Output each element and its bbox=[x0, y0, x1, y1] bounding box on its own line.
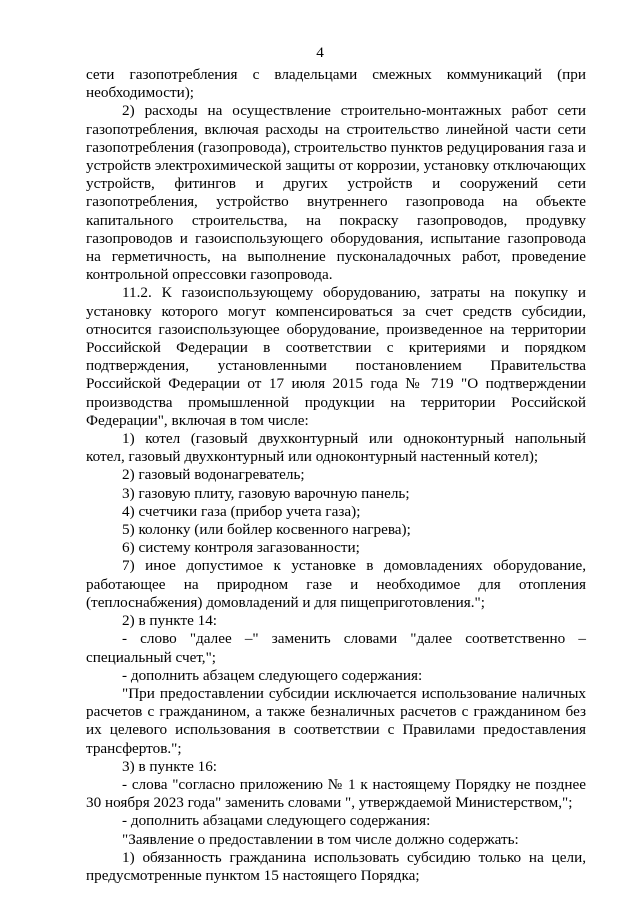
amendment-item: - дополнить абзацами следующего содержания: bbox=[122, 812, 431, 830]
quoted-paragraph: "Заявление о предоставлении в том числе должно содержать: bbox=[122, 830, 519, 848]
paragraph: сети газопотребления с владельцами смежных коммуникаций (при необходимости); bbox=[86, 66, 586, 102]
quoted-paragraph: "При предоставлении субсидии исключается использование наличных расчетов с гражданином, а также безналичных расчетов с гражданином без их целевого использования в соответствии с Правилами предоставления трансфертов."; bbox=[86, 684, 586, 757]
paragraph: 2) расходы на осуществление строительно-монтажных работ сети газопотребления, включая расходы на строительство линейной части сети газопотребления (газопровода), строительство пунктов редуцирования газа и устройств электрохимической защиты от коррозии, установку отключающих устройств, фитингов и других устройств и сооружений сети газопотребления, устройство внутреннего газопровода на объекте капитального строительства, на покраску газопроводов, продувку газопроводов и газоиспользующего оборудования, испытание газопровода на герметичность, на выполнение пусконаладочных работ, проведение контрольной опрессовки газопровода. bbox=[86, 102, 586, 284]
amendment-item: 2) в пункте 14: bbox=[122, 612, 218, 630]
page-number: 4 bbox=[316, 44, 324, 61]
document-body bbox=[86, 66, 586, 885]
amendment-item: - дополнить абзацем следующего содержания: bbox=[122, 666, 423, 684]
list-item: 4) счетчики газа (прибор учета газа); bbox=[122, 502, 361, 520]
list-item: 1) котел (газовый двухконтурный или одноконтурный напольный котел, газовый двухконтурный или одноконтурный настенный котел); bbox=[86, 430, 586, 466]
list-item: 3) газовую плиту, газовую варочную панель; bbox=[122, 484, 410, 502]
amendment-item: 3) в пункте 16: bbox=[122, 757, 218, 775]
amendment-item: - слова "согласно приложению № 1 к настоящему Порядку не позднее 30 ноября 2023 года" заменить словами ", утверждаемой Министерством,"; bbox=[86, 775, 586, 812]
amendment-item: - слово "далее –" заменить словами "далее соответственно – специальный счет,"; bbox=[86, 630, 586, 666]
list-item: 2) газовый водонагреватель; bbox=[122, 466, 305, 484]
list-item: 5) колонку (или бойлер косвенного нагрева); bbox=[122, 521, 411, 539]
list-item: 7) иное допустимое к установке в домовладениях оборудование, работающее на природном газе и необходимое для отопления (теплоснабжения) домовладений и для пищеприготовления."; bbox=[86, 557, 586, 611]
list-item: 6) систему контроля загазованности; bbox=[122, 539, 360, 557]
list-item: 1) обязанность гражданина использовать субсидию только на цели, предусмотренные пунктом 15 настоящего Порядка; bbox=[86, 848, 586, 884]
paragraph: 11.2. К газоиспользующему оборудованию, затраты на покупку и установку которого могут компенсироваться за счет средств субсидии, относится газоиспользующее оборудование, произведенное на территории Российской Федерации в соответствии с критериями и порядком подтверждения, установленными постановлением Правительства Российской Федерации от 17 июля 2015 года № 719 "О подтверждении производства промышленной продукции на территории Российской Федерации", включая в том числе: bbox=[86, 284, 586, 429]
